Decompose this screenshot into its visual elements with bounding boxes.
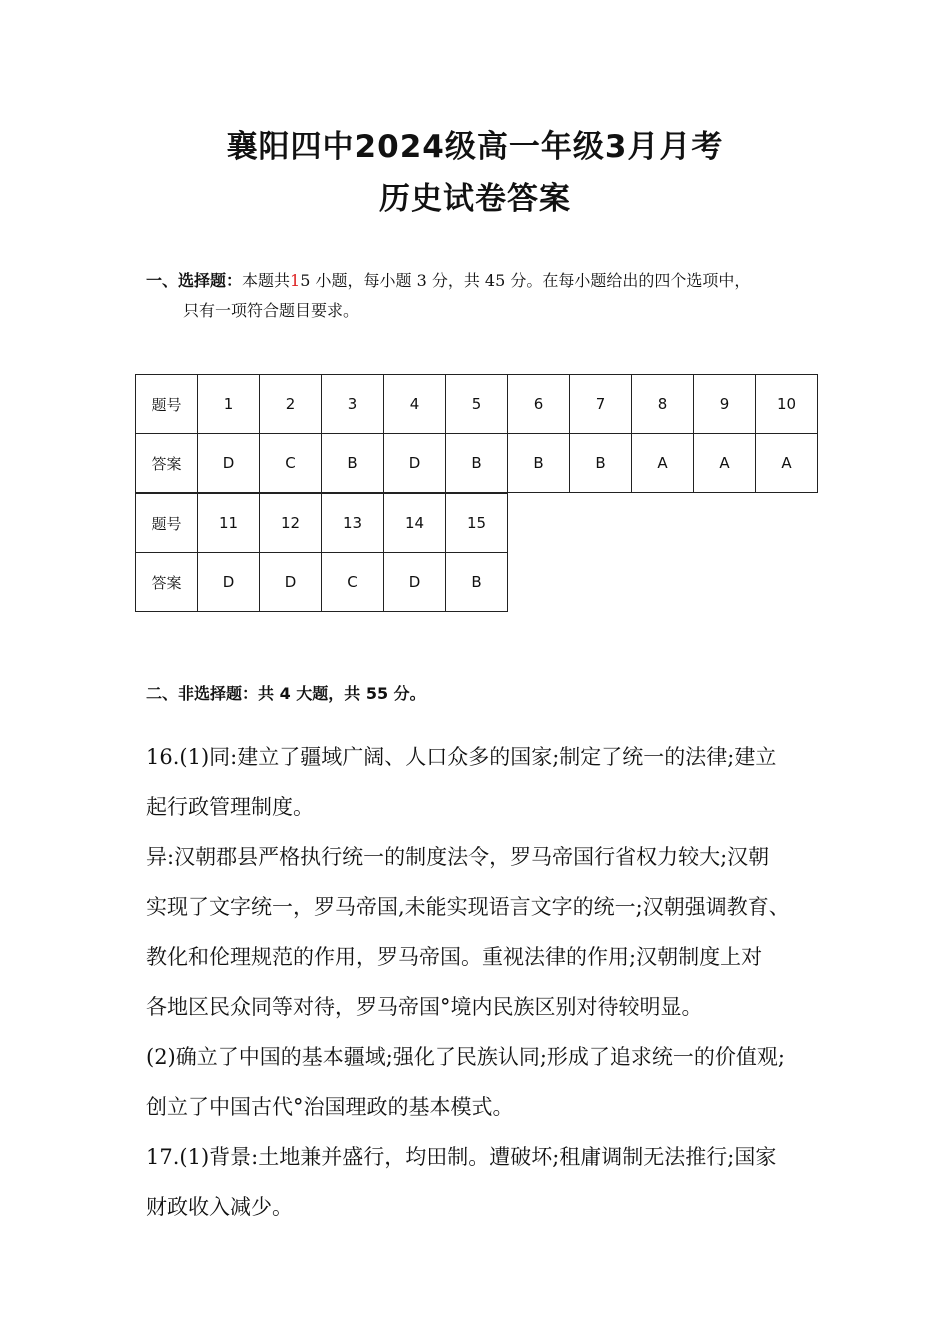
table-row-answers bbox=[136, 434, 818, 493]
section-1-text-line2: 只有一项符合题目要求。 bbox=[183, 301, 360, 320]
answer-text-line: 17.(1)背景:土地兼并盛行，均田制。遭破坏;租庸调制无法推行;国家 bbox=[146, 1145, 777, 1169]
page-title: 襄阳四中2024级高一年级3月月考 bbox=[226, 129, 724, 165]
section-2-heading: 二、非选择题：共 4 大题，共 55 分。 bbox=[146, 684, 426, 703]
answer-cell: A bbox=[756, 434, 818, 493]
table-row-answers bbox=[136, 553, 508, 612]
answer-text-line: 异:汉朝郡县严格执行统一的制度法令，罗马帝国行省权力较大;汉朝 bbox=[146, 845, 770, 869]
answer-cell: D bbox=[198, 553, 260, 612]
question-number-cell: 9 bbox=[694, 375, 756, 434]
row-label-number: 题号 bbox=[136, 494, 198, 553]
answer-cell: D bbox=[198, 434, 260, 493]
answer-table-1 bbox=[135, 374, 818, 493]
answer-text-line: 16.(1)同:建立了疆域广阔、人口众多的国家;制定了统一的法律;建立 bbox=[146, 745, 777, 769]
question-number-cell: 4 bbox=[384, 375, 446, 434]
answer-table-2 bbox=[135, 493, 508, 612]
answer-text-line: 财政收入减少。 bbox=[146, 1195, 293, 1219]
answer-text-line: 起行政管理制度。 bbox=[146, 795, 314, 819]
answer-cell: C bbox=[322, 553, 384, 612]
question-number-cell: 15 bbox=[446, 494, 508, 553]
question-number-cell: 7 bbox=[570, 375, 632, 434]
question-number-cell: 3 bbox=[322, 375, 384, 434]
table-row-numbers bbox=[136, 375, 818, 434]
section-1-instructions bbox=[146, 266, 826, 326]
answer-cell: D bbox=[260, 553, 322, 612]
section-1-text-a: 本题共 bbox=[242, 271, 291, 290]
question-number-cell: 12 bbox=[260, 494, 322, 553]
answer-text-line: 实现了文字统一，罗马帝国,未能实现语言文字的统一;汉朝强调教育、 bbox=[146, 895, 790, 919]
answer-cell: B bbox=[508, 434, 570, 493]
page-subtitle: 历史试卷答案 bbox=[379, 181, 571, 217]
question-number-cell: 1 bbox=[198, 375, 260, 434]
answer-cell: B bbox=[446, 553, 508, 612]
row-label-answer: 答案 bbox=[136, 553, 198, 612]
table-row-numbers bbox=[136, 494, 508, 553]
answer-text-line: 教化和伦理规范的作用，罗马帝国。重视法律的作用;汉朝制度上对 bbox=[146, 945, 763, 969]
answer-cell: B bbox=[570, 434, 632, 493]
section-1-red-digit: 1 bbox=[290, 271, 301, 290]
question-number-cell: 11 bbox=[198, 494, 260, 553]
answers-text bbox=[146, 732, 826, 1232]
question-number-cell: 10 bbox=[756, 375, 818, 434]
section-1-heading: 一、选择题： bbox=[146, 271, 243, 290]
question-number-cell: 8 bbox=[632, 375, 694, 434]
answer-cell: B bbox=[322, 434, 384, 493]
section-1-text-b: 5 小题，每小题 3 分，共 45 分。在每小题给出的四个选项中， bbox=[300, 271, 751, 290]
answer-cell: A bbox=[694, 434, 756, 493]
row-label-number: 题号 bbox=[136, 375, 198, 434]
answer-cell: D bbox=[384, 434, 446, 493]
answer-text-line: 创立了中国古代°治国理政的基本模式。 bbox=[146, 1095, 514, 1119]
question-number-cell: 13 bbox=[322, 494, 384, 553]
question-number-cell: 14 bbox=[384, 494, 446, 553]
answer-cell: B bbox=[446, 434, 508, 493]
answer-text-line: 各地区民众同等对待，罗马帝国°境内民族区别对待较明显。 bbox=[146, 995, 703, 1019]
answer-cell: C bbox=[260, 434, 322, 493]
question-number-cell: 2 bbox=[260, 375, 322, 434]
answer-cell: A bbox=[632, 434, 694, 493]
answer-cell: D bbox=[384, 553, 446, 612]
answer-text-line: (2)确立了中国的基本疆域;强化了民族认同;形成了追求统一的价值观; bbox=[146, 1045, 785, 1069]
question-number-cell: 6 bbox=[508, 375, 570, 434]
row-label-answer: 答案 bbox=[136, 434, 198, 493]
question-number-cell: 5 bbox=[446, 375, 508, 434]
